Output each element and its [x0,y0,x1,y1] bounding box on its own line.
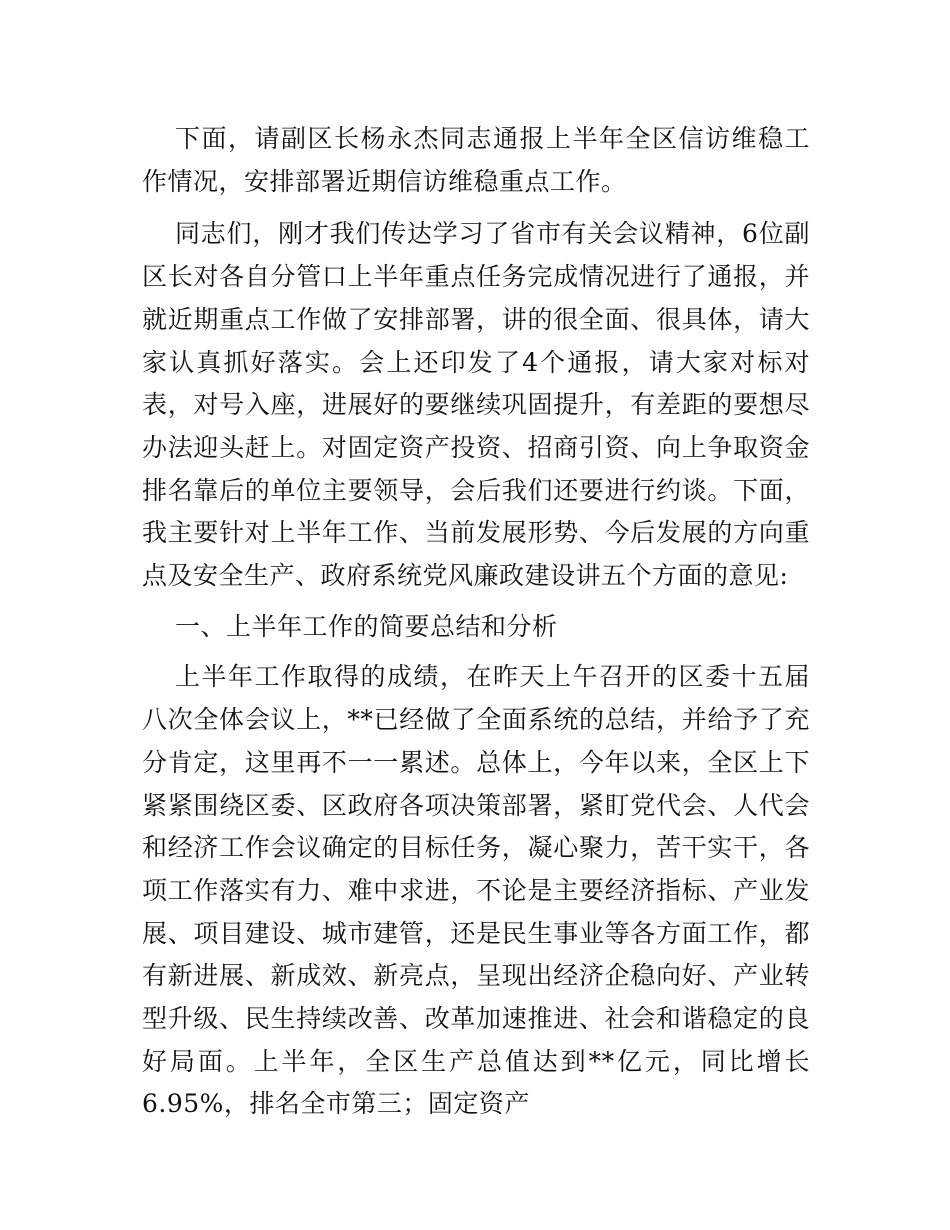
paragraph-opening-remarks: 同志们，刚才我们传达学习了省市有关会议精神，6位副区长对各自分管口上半年重点任务完成情况进行了通报，并就近期重点工作做了安排部署，讲的很全面、很具体，请大家认真抓好落实。会上还印发了4个通报，请大家对标对表，对号入座，进展好的要继续巩固提升，有差距的要想尽办法迎头赶上。对固定资产投资、招商引资、向上争取资金排名靠后的单位主要领导，会后我们还要进行约谈。下面，我主要针对上半年工作、当前发展形势、今后发展的方向重点及安全生产、政府系统党风廉政建设讲五个方面的意见: [142,219,810,591]
section-heading-first-half-summary: 一、上半年工作的简要总结和分析 [175,611,558,641]
paragraph-briefing-intro: 下面，请副区长杨永杰同志通报上半年全区信访维稳工作情况，安排部署近期信访维稳重点工作。 [142,124,810,196]
paragraph-first-half-achievements: 上半年工作取得的成绩，在昨天上午召开的区委十五届八次全体会议上，**已经做了全面系统的总结，并给予了充分肯定，这里再不一一累述。总体上，今年以来，全区上下紧紧围绕区委、区政府各项决策部署，紧盯党代会、人代会和经济工作会议确定的目标任务，凝心聚力，苦干实干，各项工作落实有力、难中求进，不论是主要经济指标、产业发展、项目建设、城市建管，还是民生事业等各方面工作，都有新进展、新成效、新亮点，呈现出经济企稳向好、产业转型升级、民生持续改善、改革加速推进、社会和谐稳定的良好局面。上半年，全区生产总值达到**亿元，同比增长6.95%，排名全市第三；固定资产 [142,662,810,1119]
document-body [142,118,810,1126]
